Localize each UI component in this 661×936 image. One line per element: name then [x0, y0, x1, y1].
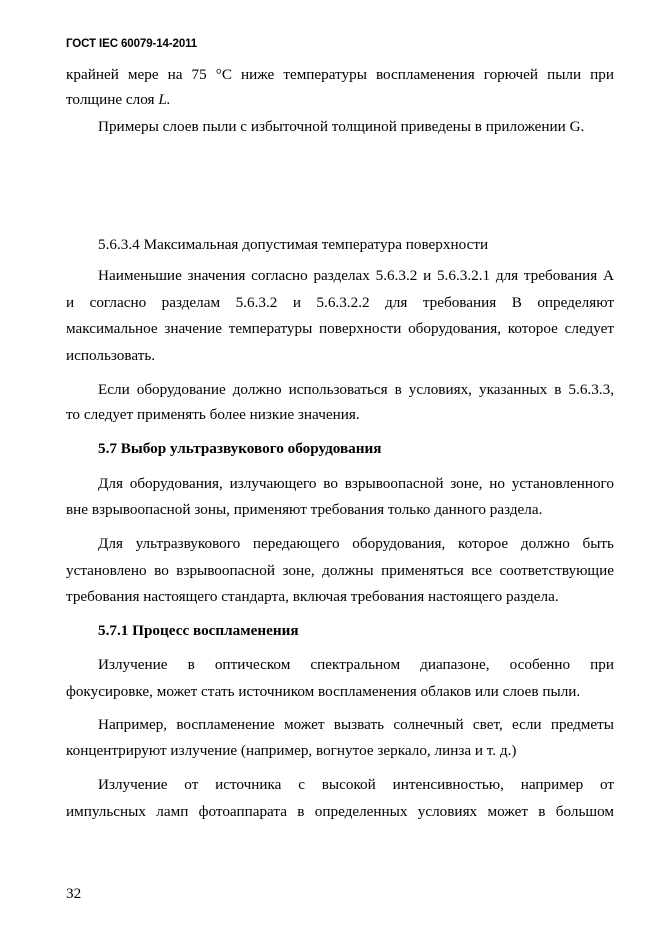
text-line: Для оборудования, излучающего во взрывоопасной зоне, но установленного — [98, 475, 614, 492]
text-line: Излучение от источника с высокой интенсивностью, например от — [98, 776, 614, 793]
text-line: максимальное значение температуры поверхности оборудования, которое следует — [66, 320, 614, 337]
text-line: Для ультразвукового передающего оборудования, которое должно быть — [98, 535, 614, 552]
text-line: крайней мере на 75 °С ниже температуры воспламенения горючей пыли при — [66, 66, 614, 83]
text-line: использовать. — [66, 347, 156, 364]
text-line: Наименьшие значения согласно разделах 5.6.3.2 и 5.6.3.2.1 для требования А — [98, 267, 614, 284]
variable-l: L. — [158, 91, 171, 108]
section-heading: 5.6.3.4 Максимальная допустимая температура поверхности — [98, 236, 489, 253]
text-line: импульсных ламп фотоаппарата в определенных условиях может в большом — [66, 803, 614, 820]
text-line: вне взрывоопасной зоны, применяют требования только данного раздела. — [66, 501, 543, 518]
text-line — [66, 91, 614, 109]
text-line: Излучение в оптическом спектральном диапазоне, особенно при — [98, 656, 614, 673]
section-heading: 5.7.1 Процесс воспламенения — [98, 622, 299, 639]
text-line: и согласно разделам 5.6.3.2 и 5.6.3.2.2 для требования В определяют — [66, 294, 614, 311]
text-line: Примеры слоев пыли с избыточной толщиной приведены в приложении G. — [98, 118, 585, 135]
text-line: требования настоящего стандарта, включая требования настоящего раздела. — [66, 588, 559, 605]
text-line: установлено во взрывоопасной зоне, должны применяться все соответствующие — [66, 562, 614, 579]
text-line: фокусировке, может стать источником воспламенения облаков или слоев пыли. — [66, 683, 581, 700]
page-number: 32 — [66, 885, 82, 902]
text-line: то следует применять более низкие значения. — [66, 406, 360, 423]
text-line: Например, воспламенение может вызвать солнечный свет, если предметы — [98, 716, 614, 733]
text-line: Если оборудование должно использоваться в условиях, указанных в 5.6.3.3, — [98, 381, 614, 398]
document-code-header: ГОСТ IEC 60079-14-2011 — [66, 38, 198, 50]
section-heading: 5.7 Выбор ультразвукового оборудования — [98, 440, 382, 457]
text-line: концентрируют излучение (например, вогнутое зеркало, линза и т. д.) — [66, 742, 517, 759]
text-line-part: толщине слоя — [66, 91, 159, 108]
